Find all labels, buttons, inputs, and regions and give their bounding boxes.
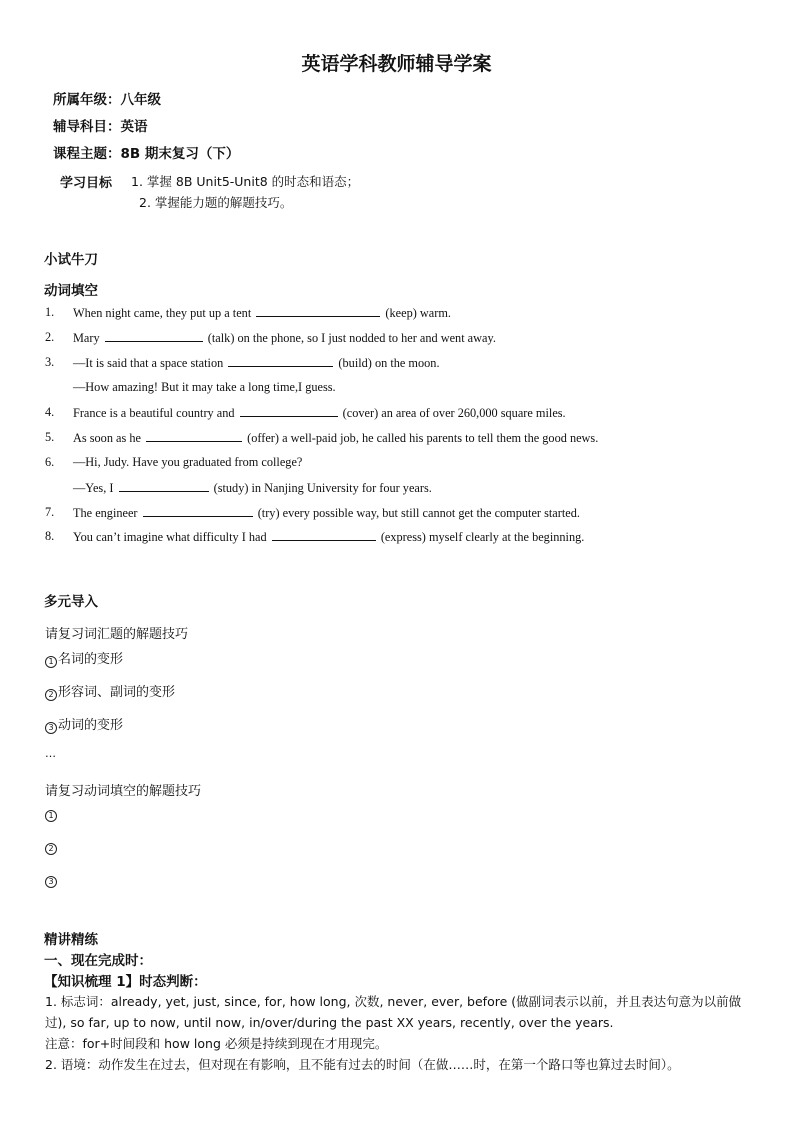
- circled-number-icon: 3: [45, 722, 57, 734]
- question-8: [73, 529, 584, 545]
- question-hint: (keep) warm.: [385, 306, 451, 320]
- question-3: [73, 355, 440, 371]
- question-number: 2.: [45, 330, 55, 344]
- question-text: As soon as he: [73, 431, 141, 445]
- question-text: —It is said that a space station: [73, 356, 224, 370]
- vocab-item-1: [45, 648, 123, 668]
- section-lecture: 精讲精练: [44, 932, 98, 948]
- section-warmup: 小试牛刀: [44, 252, 98, 268]
- signal-words-line-1: 1. 标志词：already, yet, just, since, for, how long, 次数, never, ever, before (做副词表示以前，并且表达句意为以前做: [45, 994, 742, 1009]
- question-text: —Yes, I: [73, 481, 114, 495]
- vocab-item-2: [45, 681, 175, 701]
- subsection-present-perfect: 一、现在完成时：: [44, 953, 152, 969]
- question-number: 3.: [45, 355, 55, 369]
- grade-line: 所属年级：八年级: [53, 92, 161, 108]
- question-number: 1.: [45, 305, 55, 319]
- answer-blank[interactable]: [105, 330, 203, 342]
- question-6-reply: [73, 480, 432, 496]
- ellipsis: …: [45, 747, 56, 760]
- answer-blank[interactable]: [146, 430, 242, 442]
- verb-prompt: 请复习动词填空的解题技巧: [45, 784, 202, 799]
- section-verb-fill: 动词填空: [44, 283, 98, 299]
- question-2: [73, 330, 496, 346]
- context-line: 2. 语境：动作发生在过去，但对现在有影响，且不能有过去的时间（在做……时，在第一个路口等也算过去时间）。: [45, 1057, 680, 1072]
- vocab-item-text: 形容词、副词的变形: [58, 685, 176, 700]
- question-4: [73, 405, 566, 421]
- question-hint: (offer) a well-paid job, he called his parents to tell them the good news.: [247, 431, 599, 445]
- topic-line: 课程主题：8B 期末复习（下）: [53, 146, 240, 162]
- question-7: [73, 505, 580, 521]
- vocab-item-text: 名词的变形: [58, 652, 124, 667]
- answer-blank[interactable]: [256, 305, 380, 317]
- answer-blank[interactable]: [143, 505, 253, 517]
- circled-number-icon: 3: [45, 876, 57, 888]
- goals-label: 学习目标: [60, 176, 113, 191]
- verb-tip-3: [45, 872, 58, 888]
- goal-item-2: 2. 掌握能力题的解题技巧。: [139, 195, 293, 210]
- question-number: 8.: [45, 529, 55, 543]
- subject-line: 辅导科目：英语: [53, 119, 148, 135]
- question-number: 6.: [45, 455, 55, 469]
- question-text: Mary: [73, 331, 100, 345]
- section-intro: 多元导入: [44, 594, 98, 610]
- goal-item-1: 1. 掌握 8B Unit5-Unit8 的时态和语态；: [131, 174, 360, 189]
- question-text: France is a beautiful country and: [73, 406, 235, 420]
- answer-blank[interactable]: [119, 480, 209, 492]
- page-title: 英语学科教师辅导学案: [301, 53, 492, 75]
- question-hint: (talk) on the phone, so I just nodded to her and went away.: [207, 331, 496, 345]
- verb-tip-1: [45, 806, 58, 822]
- note-line: 注意：for+时间段和 how long 必须是持续到现在才用现完。: [45, 1036, 388, 1051]
- circled-number-icon: 2: [45, 689, 57, 701]
- signal-words-line-2: 过), so far, up to now, until now, in/over/during the past XX years, recently, over the years.: [45, 1015, 614, 1030]
- circled-number-icon: 2: [45, 843, 57, 855]
- verb-tip-2: [45, 839, 58, 855]
- question-text: When night came, they put up a tent: [73, 306, 252, 320]
- question-1: [73, 305, 451, 321]
- question-6: —Hi, Judy. Have you graduated from college?: [73, 455, 303, 469]
- vocab-item-text: 动词的变形: [58, 718, 124, 733]
- question-hint: (express) myself clearly at the beginning.: [380, 530, 585, 544]
- question-text: You can’t imagine what difficulty I had: [73, 530, 267, 544]
- question-hint: (study) in Nanjing University for four years.: [213, 481, 432, 495]
- vocab-prompt: 请复习词汇题的解题技巧: [45, 627, 189, 642]
- vocab-item-3: [45, 714, 123, 734]
- question-number: 7.: [45, 505, 55, 519]
- question-5: [73, 430, 598, 446]
- answer-blank[interactable]: [272, 529, 376, 541]
- question-text: The engineer: [73, 506, 138, 520]
- question-number: 4.: [45, 405, 55, 419]
- answer-blank[interactable]: [228, 355, 333, 367]
- question-3-reply: —How amazing! But it may take a long time,I guess.: [73, 380, 336, 394]
- question-hint: (build) on the moon.: [338, 356, 440, 370]
- question-number: 5.: [45, 430, 55, 444]
- knowledge-heading: 【知识梳理 1】时态判断：: [44, 974, 207, 990]
- question-hint: (try) every possible way, but still cannot get the computer started.: [257, 506, 580, 520]
- circled-number-icon: 1: [45, 656, 57, 668]
- circled-number-icon: 1: [45, 810, 57, 822]
- answer-blank[interactable]: [240, 405, 338, 417]
- question-hint: (cover) an area of over 260,000 square miles.: [342, 406, 566, 420]
